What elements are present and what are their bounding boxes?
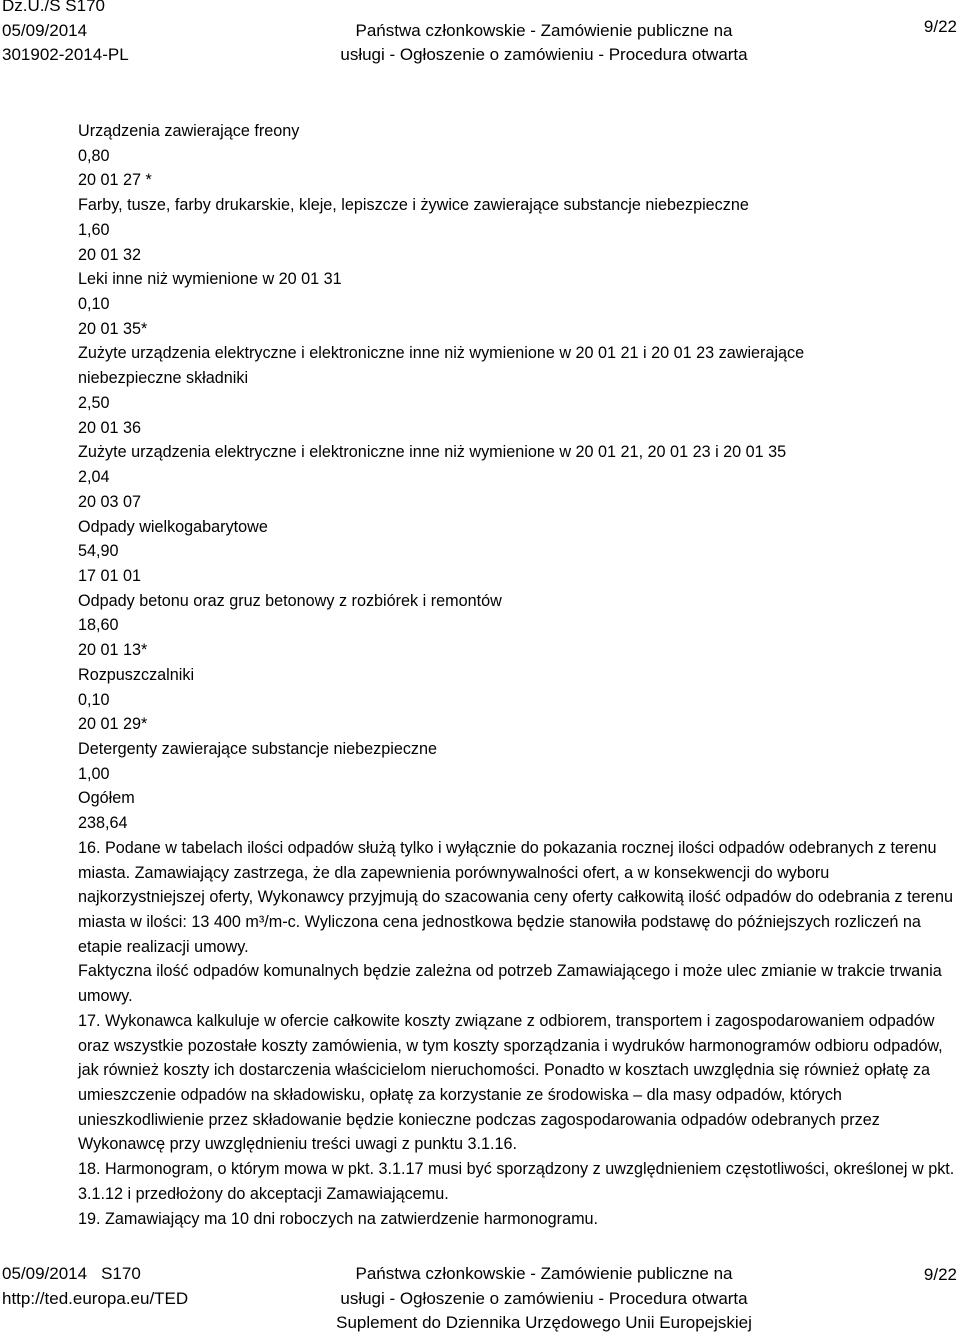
footer-url: http://ted.europa.eu/TED — [2, 1288, 189, 1308]
text-line: 20 01 32 — [78, 245, 142, 264]
text-line: Detergenty zawierające substancje niebezpieczne — [78, 739, 438, 758]
text-line: 2,04 — [78, 468, 110, 487]
total-label: Ogółem — [78, 789, 135, 808]
footer-left — [2, 1262, 188, 1311]
header-date: 05/09/2014 — [2, 20, 88, 40]
document-id: 301902-2014-PL — [2, 45, 129, 64]
footer-page-number: 9/22 — [923, 1265, 957, 1284]
footer-series: S170 — [101, 1264, 141, 1283]
text-line: 20 01 27 * — [78, 171, 152, 190]
header-page-number: 9/22 — [923, 17, 957, 36]
text-line: 20 03 07 — [78, 492, 142, 511]
text-line: 18,60 — [78, 616, 119, 635]
paragraph-17: 17. Wykonawca kalkuluje w ofercie całkowite koszty związane z odbiorem, transportem i zagospodarowaniem odpadów oraz wszystkie pozostałe koszty zamówienia, w tym koszty sporządzania i wydruków harmonogramów odbioru odpadów, jak również koszty ich dostarczenia właścicielom nieruchomości. Ponadto w kosztach uwzględnia się również opłatę za umieszczenie odpadów na składowisku, opłatę za korzystanie ze środowiska – dla masy odpadów, których unieszkodliwienie przez składowanie będzie konieczne podczas zagospodarowania odpadów odebranych przez Wykonawcę przy uwzględnieniu treści uwagi z punktu 3.1.16. — [78, 1011, 943, 1154]
text-line: 17 01 01 — [78, 566, 142, 585]
text-line: Odpady wielkogabarytowe — [78, 517, 268, 536]
journal-ref: Dz.U./S S170 — [2, 0, 105, 15]
text-line: Leki inne niż wymienione w 20 01 31 — [78, 270, 342, 289]
text-line: Odpady betonu oraz gruz betonowy z rozbiórek i remontów — [78, 591, 502, 610]
text-line: 54,90 — [78, 542, 119, 561]
text-line: 0,10 — [78, 690, 110, 709]
footer-title-line3: Suplement do Dziennika Urzędowego Unii Europejskiej — [336, 1313, 752, 1332]
document-body — [78, 119, 958, 1231]
footer-title-line1: Państwa członkowskie - Zamówienie publiczne na — [355, 1264, 733, 1283]
text-line: Urządzenia zawierające freony — [78, 122, 300, 140]
paragraph-18: 18. Harmonogram, o którym mowa w pkt. 3.1.17 musi być sporządzony z uwzględnieniem częstotliwości, określonej w pkt. 3.1.12 i przedłożony do akceptacji Zamawiającemu. — [78, 1160, 955, 1203]
paragraph-16: 16. Podane w tabelach ilości odpadów służą tylko i wyłącznie do pokazania rocznej ilości odpadów odebranych z terenu miasta. Zamawiający zastrzega, że dla zapewnienia porównywalności ofert, a w konsekwencji do wyboru najkorzystniejszej oferty, Wykonawcy przyjmują do szacowania ceny oferty całkowitą ilość odpadów do odebrania z terenu miasta w ilości: 13 400 m³/m-c. Wyliczona cena jednostkowa będzie stanowiła podstawę do późniejszych rozliczeń na etapie realizacji umowy. — [78, 838, 954, 956]
text-line: 20 01 35* — [78, 319, 148, 338]
text-line: 0,80 — [78, 146, 110, 165]
header-title-line1: Państwa członkowskie - Zamówienie publiczne na — [355, 20, 733, 40]
header-left — [2, 0, 129, 68]
text-line: 20 01 29* — [78, 715, 148, 734]
text-line: Rozpuszczalniki — [78, 665, 195, 684]
text-line: 1,60 — [78, 220, 110, 239]
text-line: 2,50 — [78, 393, 110, 412]
header-center — [334, 0, 754, 68]
text-line: Farby, tusze, farby drukarskie, kleje, lepiszcze i żywice zawierające substancje niebezpieczne — [78, 196, 749, 215]
text-line: Zużyte urządzenia elektryczne i elektroniczne inne niż wymienione w 20 01 21 i 20 01 23 zawierające niebezpieczne składniki — [78, 344, 805, 388]
text-line: 0,10 — [78, 295, 110, 314]
paragraph-19: 19. Zamawiający ma 10 dni roboczych na zatwierdzenie harmonogramu. — [78, 1209, 599, 1228]
text-line: 1,00 — [78, 764, 110, 783]
footer-center — [334, 1262, 754, 1336]
header-title-line2: usługi - Ogłoszenie o zamówieniu - Procedura otwarta — [340, 45, 748, 64]
text-line: Zużyte urządzenia elektryczne i elektroniczne inne niż wymienione w 20 01 21, 20 01 23 i 20 01 35 — [78, 443, 787, 462]
footer-title-line2: usługi - Ogłoszenie o zamówieniu - Procedura otwarta — [340, 1288, 748, 1308]
text-line: 20 01 13* — [78, 641, 148, 660]
footer-date: 05/09/2014 — [2, 1264, 88, 1283]
total-value: 238,64 — [78, 814, 128, 833]
text-line: 20 01 36 — [78, 418, 142, 437]
paragraph-note: Faktyczna ilość odpadów komunalnych będzie zależna od potrzeb Zamawiającego i może ulec zmianie w trakcie trwania umowy. — [78, 962, 942, 1006]
